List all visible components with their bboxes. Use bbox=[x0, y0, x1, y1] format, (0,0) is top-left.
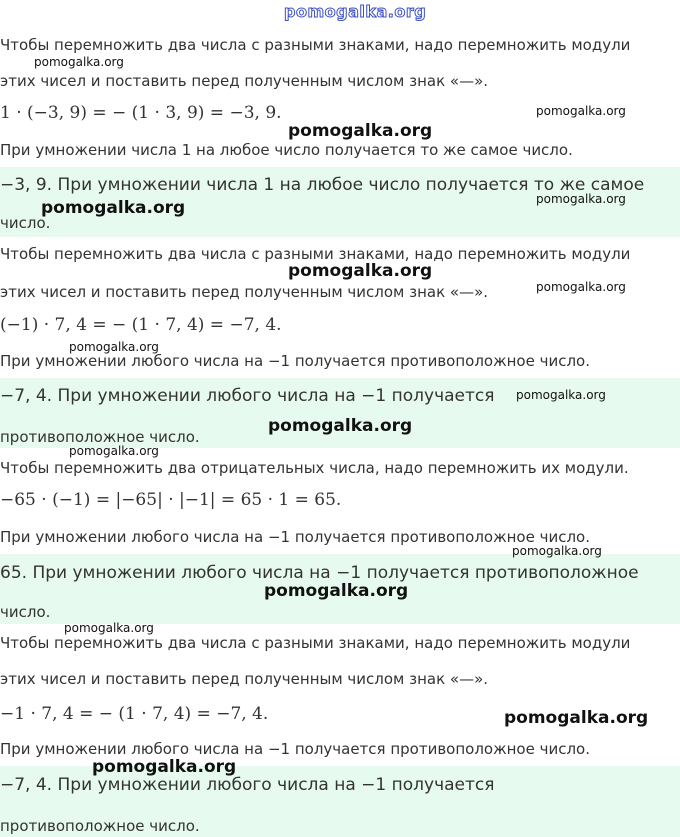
rule-line: Чтобы перемножить два числа с разными знаками, надо перемножить модули bbox=[0, 36, 631, 54]
formula: 1 · (−3, 9) = − (1 · 3, 9) = −3, 9. bbox=[0, 103, 282, 123]
answer-text: противоположное число. bbox=[0, 428, 200, 446]
property-text: При умножении числа 1 на любое число получается то же самое число. bbox=[0, 141, 573, 159]
watermark: pomogalka.org bbox=[41, 198, 186, 218]
rule-line: этих чисел и поставить перед полученным числом знак «—». bbox=[0, 72, 489, 90]
watermark: pomogalka.org bbox=[536, 104, 626, 118]
watermark: pomogalka.org bbox=[34, 55, 124, 69]
watermark: pomogalka.org bbox=[504, 708, 649, 728]
rule-line: этих чисел и поставить перед полученным числом знак «—». bbox=[0, 283, 489, 301]
property-text: При умножении любого числа на −1 получается противоположное число. bbox=[0, 352, 590, 370]
formula: (−1) · 7, 4 = − (1 · 7, 4) = −7, 4. bbox=[0, 315, 282, 335]
answer-text: число. bbox=[0, 214, 51, 232]
watermark: pomogalka.org bbox=[516, 388, 606, 402]
property-text: При умножении любого числа на −1 получается противоположное число. bbox=[0, 740, 590, 758]
rule-line: Чтобы перемножить два числа с разными знаками, надо перемножить модули bbox=[0, 634, 631, 652]
watermark: pomogalka.org bbox=[536, 280, 626, 294]
answer-text: −3, 9. При умножении числа 1 на любое число получается то же самое bbox=[0, 175, 645, 195]
watermark: pomogalka.org bbox=[69, 444, 159, 458]
property-text: При умножении любого числа на −1 получается противоположное число. bbox=[0, 528, 590, 546]
watermark: pomogalka.org bbox=[536, 192, 626, 206]
watermark: pomogalka.org bbox=[64, 621, 154, 635]
answer-text: −7, 4. При умножении любого числа на −1 получается bbox=[0, 775, 495, 795]
answer-text: противоположное число. bbox=[0, 817, 200, 835]
watermark: pomogalka.org bbox=[264, 581, 409, 601]
answer-text: число. bbox=[0, 603, 51, 621]
rule-line: Чтобы перемножить два числа с разными знаками, надо перемножить модули bbox=[0, 245, 631, 263]
formula: −65 · (−1) = |−65| · |−1| = 65 · 1 = 65. bbox=[0, 490, 342, 510]
rule-line: этих чисел и поставить перед полученным числом знак «—». bbox=[0, 670, 489, 688]
watermark: pomogalka.org bbox=[288, 121, 433, 141]
watermark: pomogalka.org bbox=[288, 261, 433, 281]
answer-text: 65. При умножении любого числа на −1 получается противоположное bbox=[0, 563, 639, 583]
watermark: pomogalka.org bbox=[92, 757, 237, 777]
header-watermark: pomogalka.org bbox=[284, 2, 427, 21]
watermark: pomogalka.org bbox=[268, 416, 413, 436]
answer-text: −7, 4. При умножении любого числа на −1 получается bbox=[0, 386, 495, 406]
rule-line: Чтобы перемножить два отрицательных числа, надо перемножить их модули. bbox=[0, 459, 629, 477]
watermark: pomogalka.org bbox=[69, 340, 159, 354]
formula: −1 · 7, 4 = − (1 · 7, 4) = −7, 4. bbox=[0, 704, 269, 724]
watermark: pomogalka.org bbox=[512, 544, 602, 558]
